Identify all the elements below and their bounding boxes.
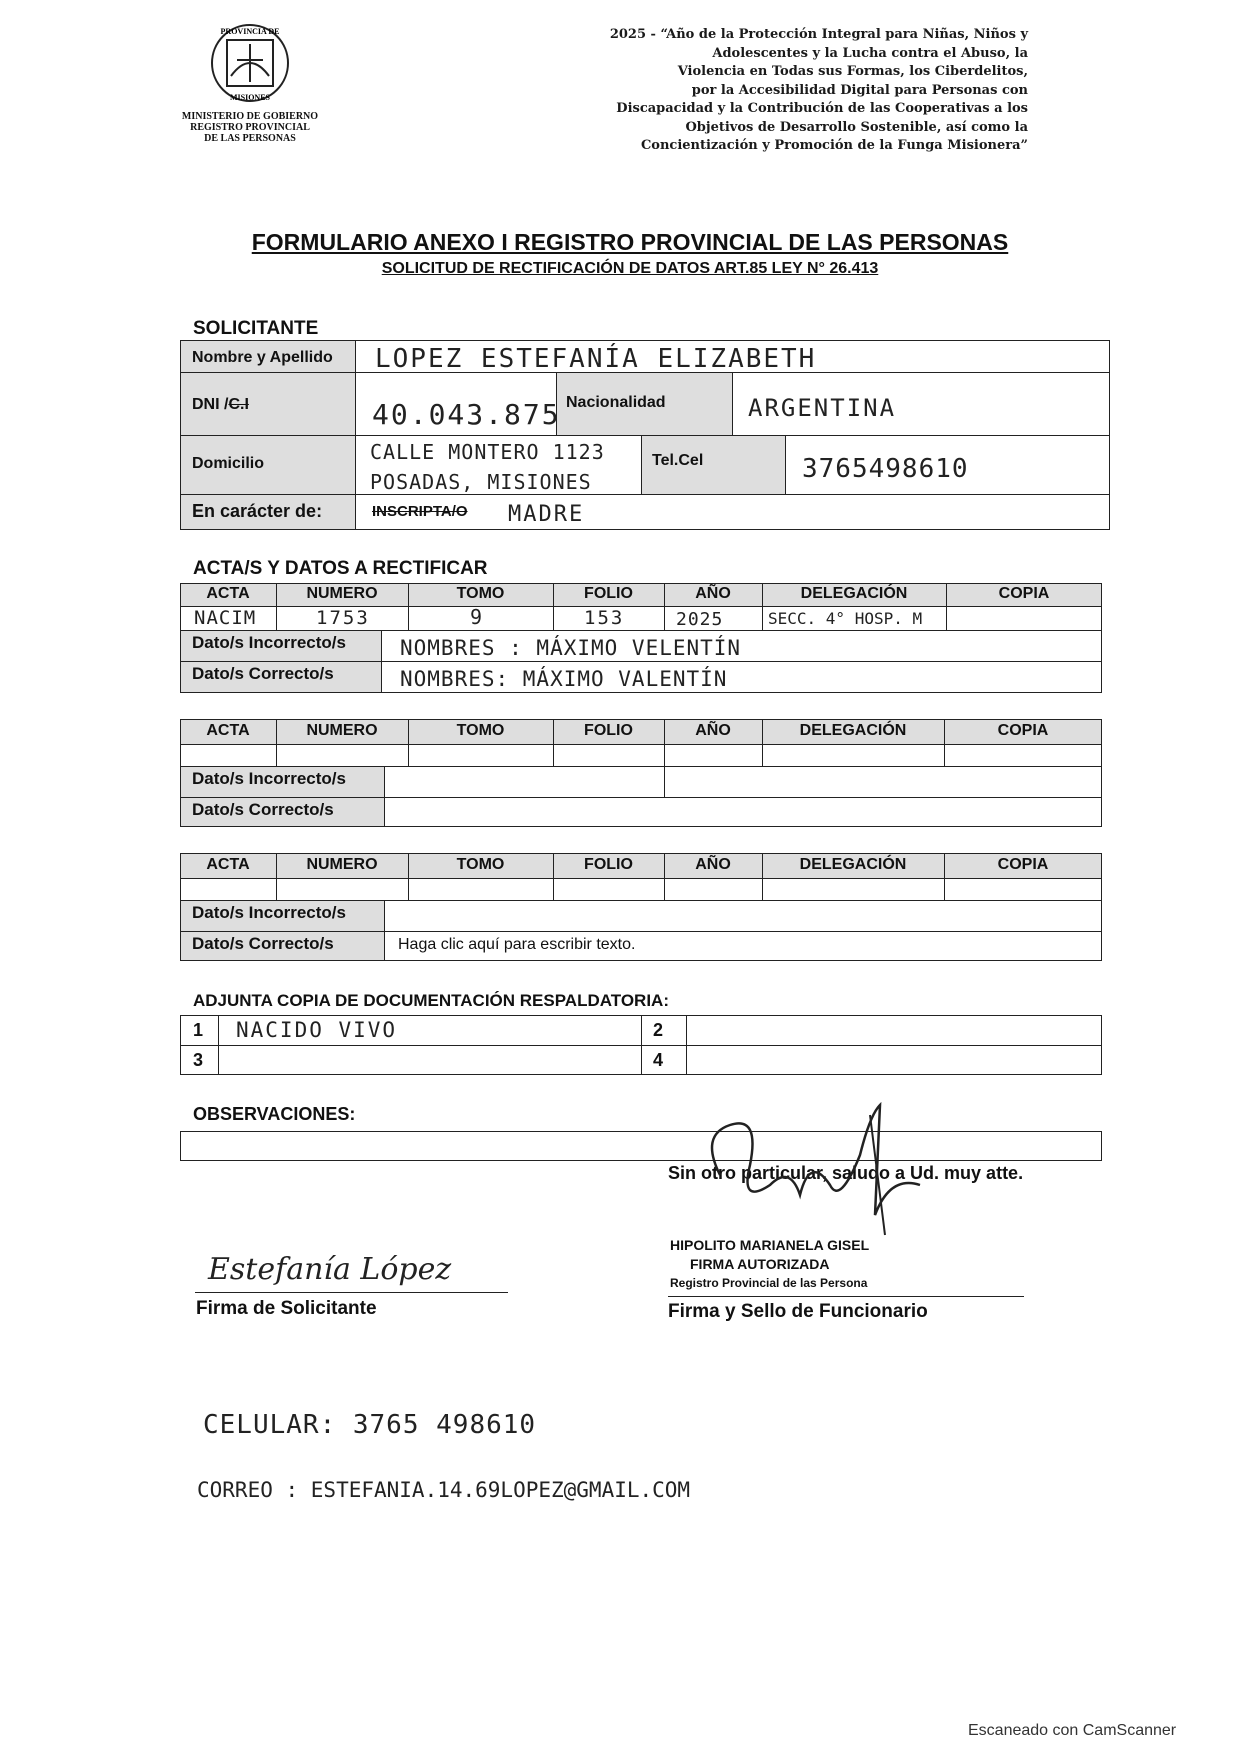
col-delegacion: DELEGACIÓN bbox=[800, 585, 908, 602]
col-anio: AÑO bbox=[695, 722, 731, 739]
col-numero: NUMERO bbox=[306, 585, 378, 602]
nombre-label: Nombre y Apellido bbox=[192, 349, 333, 366]
adjunta-num-3: 3 bbox=[193, 1050, 204, 1070]
province-seal-icon bbox=[207, 20, 293, 106]
domicilio-label: Domicilio bbox=[192, 455, 265, 472]
ministry-line: REGISTRO PROVINCIAL bbox=[190, 122, 310, 133]
solicitante-signature: Estefanía López bbox=[208, 1252, 452, 1287]
motto-line: por la Accesibilidad Digital para Personas con bbox=[691, 82, 1028, 98]
acta-1-correct-label: Dato/s Correcto/s bbox=[192, 664, 334, 683]
telcel-value[interactable]: 3765498610 bbox=[802, 454, 969, 484]
acta-2-correct-label: Dato/s Correcto/s bbox=[192, 800, 334, 819]
dni-label: DNI /C.I bbox=[192, 396, 249, 413]
acta-2-incorrect-label: Dato/s Incorrecto/s bbox=[192, 769, 346, 788]
col-folio: FOLIO bbox=[584, 722, 633, 739]
seal-text-bottom: MISIONES bbox=[229, 93, 271, 102]
funcionario-label: Firma y Sello de Funcionario bbox=[668, 1301, 928, 1322]
camscanner-watermark: Escaneado con CamScanner bbox=[968, 1722, 1177, 1739]
motto-line: Adolescentes y la Lucha contra el Abuso, la bbox=[712, 45, 1028, 61]
motto-line: Concientización y Promoción de la Funga Misionera” bbox=[640, 138, 1028, 153]
adjunta-value-1[interactable]: NACIDO VIVO bbox=[236, 1018, 398, 1042]
adjunta-num-2: 2 bbox=[653, 1020, 664, 1040]
funcionario-stamp bbox=[670, 1236, 869, 1293]
col-tomo: TOMO bbox=[456, 722, 505, 739]
form-title: FORMULARIO ANEXO I REGISTRO PROVINCIAL DE LAS PERSONAS bbox=[251, 229, 1009, 255]
col-copia: COPIA bbox=[998, 585, 1050, 602]
seal-text-top: PROVINCIA DE bbox=[220, 27, 280, 36]
acta-1-anio[interactable]: 2025 bbox=[676, 609, 724, 630]
domicilio-line1[interactable]: CALLE MONTERO 1123 bbox=[370, 440, 605, 464]
ministry-header bbox=[150, 20, 350, 144]
col-numero: NUMERO bbox=[306, 722, 378, 739]
col-delegacion: DELEGACIÓN bbox=[799, 722, 907, 739]
closing-text: Sin otro particular, saludo a Ud. muy atte. bbox=[668, 1163, 1024, 1183]
solicitante-label: Firma de Solicitante bbox=[196, 1298, 377, 1319]
stamp-line: FIRMA AUTORIZADA bbox=[690, 1256, 830, 1272]
dni-value[interactable]: 40.043.875 bbox=[372, 398, 561, 431]
nacionalidad-label: Nacionalidad bbox=[566, 394, 666, 411]
col-copia: COPIA bbox=[997, 856, 1049, 873]
motto-line: Objetivos de Desarrollo Sostenible, así como la bbox=[685, 119, 1028, 135]
acta-3-incorrect-label: Dato/s Incorrecto/s bbox=[192, 903, 346, 922]
col-acta: ACTA bbox=[206, 585, 250, 602]
nombre-value[interactable]: LOPEZ ESTEFANÍA ELIZABETH bbox=[375, 344, 817, 374]
nacionalidad-value[interactable]: ARGENTINA bbox=[748, 394, 897, 422]
acta-1-folio[interactable]: 153 bbox=[584, 607, 625, 629]
col-copia: COPIA bbox=[997, 722, 1049, 739]
telcel-label: Tel.Cel bbox=[652, 452, 704, 469]
stamp-line: HIPOLITO MARIANELA GISEL bbox=[670, 1237, 870, 1253]
form-subtitle: SOLICITUD DE RECTIFICACIÓN DE DATOS ART.85 LEY N° 26.413 bbox=[381, 260, 879, 277]
col-tomo: TOMO bbox=[456, 585, 505, 602]
note-correo: CORREO : ESTEFANIA.14.69LOPEZ@GMAIL.COM bbox=[197, 1478, 691, 1502]
acta-3-correct-label: Dato/s Correcto/s bbox=[192, 934, 334, 953]
col-acta: ACTA bbox=[206, 722, 250, 739]
ministry-line: DE LAS PERSONAS bbox=[204, 133, 296, 144]
motto-line: Discapacidad y la Contribución de las Cooperativas a los bbox=[616, 101, 1028, 116]
col-tomo: TOMO bbox=[456, 856, 505, 873]
note-celular: CELULAR: 3765 498610 bbox=[203, 1410, 537, 1440]
motto-line: 2025 - “Año de la Protección Integral para Niñas, Niños y bbox=[609, 27, 1028, 42]
stamp-line: Registro Provincial de las Persona bbox=[670, 1276, 868, 1290]
acta-1-tomo[interactable]: 9 bbox=[470, 605, 485, 629]
col-acta: ACTA bbox=[206, 856, 250, 873]
adjunta-num-4: 4 bbox=[653, 1050, 664, 1070]
col-anio: AÑO bbox=[695, 856, 731, 873]
col-delegacion: DELEGACIÓN bbox=[799, 856, 907, 873]
col-folio: FOLIO bbox=[584, 585, 633, 602]
adjunta-num-1: 1 bbox=[193, 1020, 204, 1040]
col-folio: FOLIO bbox=[584, 856, 633, 873]
acta-3-correct-input[interactable]: Haga clic aquí para escribir texto. bbox=[398, 936, 636, 953]
section-solicitante: SOLICITANTE bbox=[193, 318, 319, 339]
observaciones-field[interactable] bbox=[180, 1131, 1102, 1161]
year-motto bbox=[540, 26, 1028, 156]
col-numero: NUMERO bbox=[306, 856, 378, 873]
domicilio-line2[interactable]: POSADAS, MISIONES bbox=[370, 470, 592, 494]
acta-1-numero[interactable]: 1753 bbox=[316, 607, 370, 629]
section-adjunta: ADJUNTA COPIA DE DOCUMENTACIÓN RESPALDATORIA: bbox=[193, 991, 669, 1010]
caracter-label: En carácter de: bbox=[192, 501, 323, 521]
caracter-struck: INSCRIPTA/O bbox=[372, 503, 468, 520]
col-anio: AÑO bbox=[695, 585, 731, 602]
section-observaciones: OBSERVACIONES: bbox=[193, 1104, 356, 1124]
ministry-line: MINISTERIO DE GOBIERNO bbox=[181, 111, 319, 122]
section-actas: ACTA/S Y DATOS A RECTIFICAR bbox=[193, 558, 488, 579]
acta-1-incorrect-value[interactable]: NOMBRES : MÁXIMO VELENTÍN bbox=[400, 636, 742, 660]
motto-line: Violencia en Todas sus Formas, los Ciberdelitos, bbox=[677, 64, 1028, 79]
acta-1-delegacion[interactable]: SECC. 4° HOSP. M bbox=[768, 609, 923, 628]
acta-1-correct-value[interactable]: NOMBRES: MÁXIMO VALENTÍN bbox=[400, 667, 728, 691]
acta-1-acta[interactable]: NACIM bbox=[194, 607, 257, 629]
acta-1-incorrect-label: Dato/s Incorrecto/s bbox=[192, 633, 346, 652]
caracter-value[interactable]: MADRE bbox=[508, 502, 585, 527]
